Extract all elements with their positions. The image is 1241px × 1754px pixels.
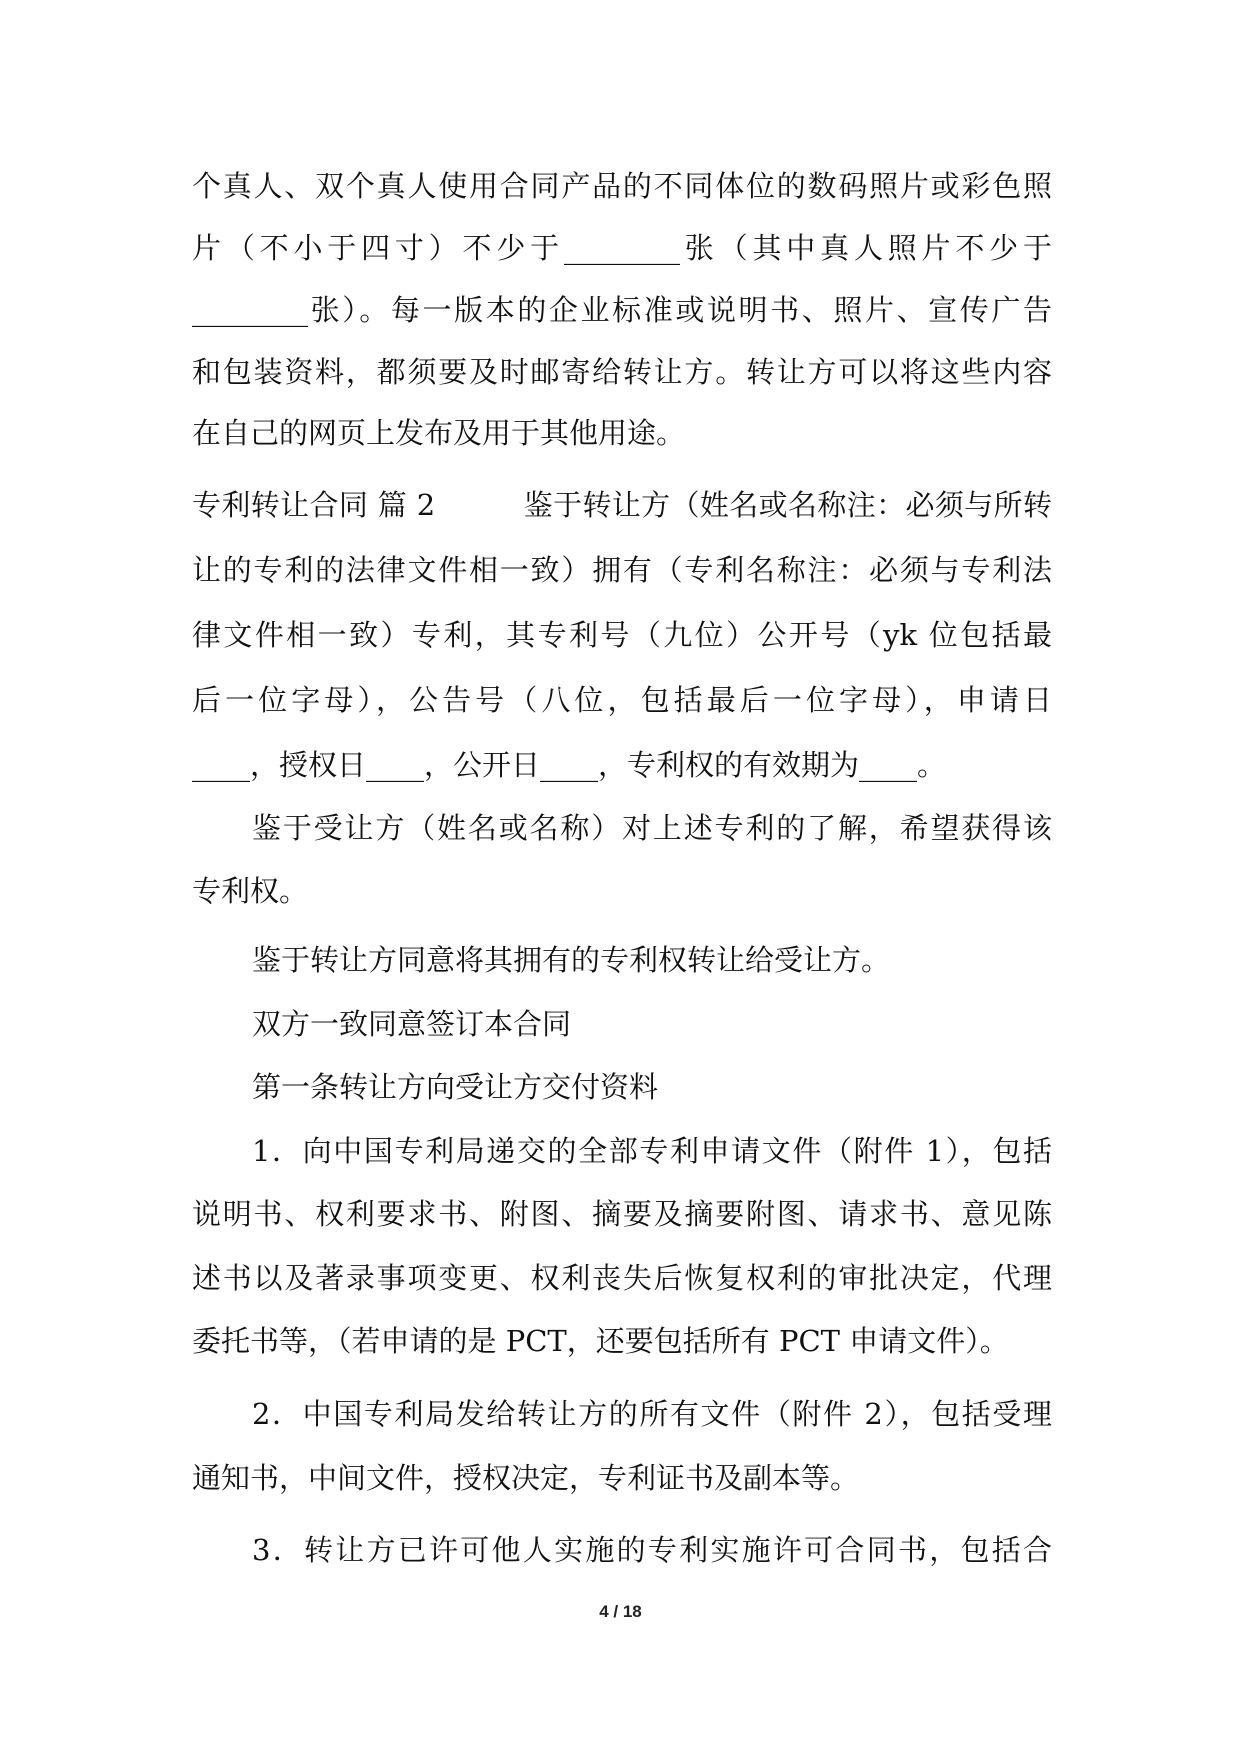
text-line: 述书以及著录事项变更、权利丧失后恢复权利的审批决定，代理	[192, 1261, 1052, 1295]
text-line: 后一位字母），公告号（八位，包括最后一位字母），申请日	[192, 683, 1052, 717]
article-heading: 第一条转让方向受让方交付资料	[252, 1070, 659, 1104]
text-line: 片（不小于四寸）不少于________张（其中真人照片不少于	[192, 231, 1052, 265]
text-line: 和包装资料，都须要及时邮寄给转让方。转让方可以将这些内容	[192, 355, 1052, 389]
text-line: 律文件相一致）专利，其专利号（九位）公开号（yk 位包括最	[192, 618, 1052, 652]
text-line: ________张）。每一版本的企业标准或说明书、照片、宣传广告	[192, 293, 1052, 327]
paragraph-line: 鉴于转让方同意将其拥有的专利权转让给受让方。	[252, 943, 891, 977]
paragraph-line: 双方一致同意签订本合同	[252, 1007, 572, 1041]
list-item-line: 3．转让方已许可他人实施的专利实施许可合同书，包括合	[252, 1533, 1052, 1567]
text-line: 委托书等，（若申请的是 PCT，还要包括所有 PCT 申请文件）。	[192, 1324, 1009, 1358]
page-number: 4 / 18	[599, 1602, 642, 1621]
text-line: 通知书，中间文件，授权决定，专利证书及副本等。	[192, 1461, 860, 1495]
section-heading-line: 专利转让合同 篇 2 鉴于转让方（姓名或名称注：必须与所转	[192, 488, 1052, 522]
text-line: ____，授权日____，公开日____，专利权的有效期为____。	[192, 748, 947, 782]
text-line: 专利权。	[192, 874, 309, 908]
list-item-line: 2．中国专利局发给转让方的所有文件（附件 2），包括受理	[252, 1397, 1052, 1431]
text-line: 在自己的网页上发布及用于其他用途。	[192, 416, 686, 450]
list-item-line: 1．向中国专利局递交的全部专利申请文件（附件 1），包括	[252, 1134, 1052, 1168]
text-line: 让的专利的法律文件相一致）拥有（专利名称注：必须与专利法	[192, 553, 1052, 587]
text-line: 说明书、权利要求书、附图、摘要及摘要附图、请求书、意见陈	[192, 1197, 1052, 1231]
text-line: 个真人、双个真人使用合同产品的不同体位的数码照片或彩色照	[192, 169, 1052, 203]
paragraph-line: 鉴于受让方（姓名或名称）对上述专利的了解，希望获得该	[252, 811, 1052, 845]
